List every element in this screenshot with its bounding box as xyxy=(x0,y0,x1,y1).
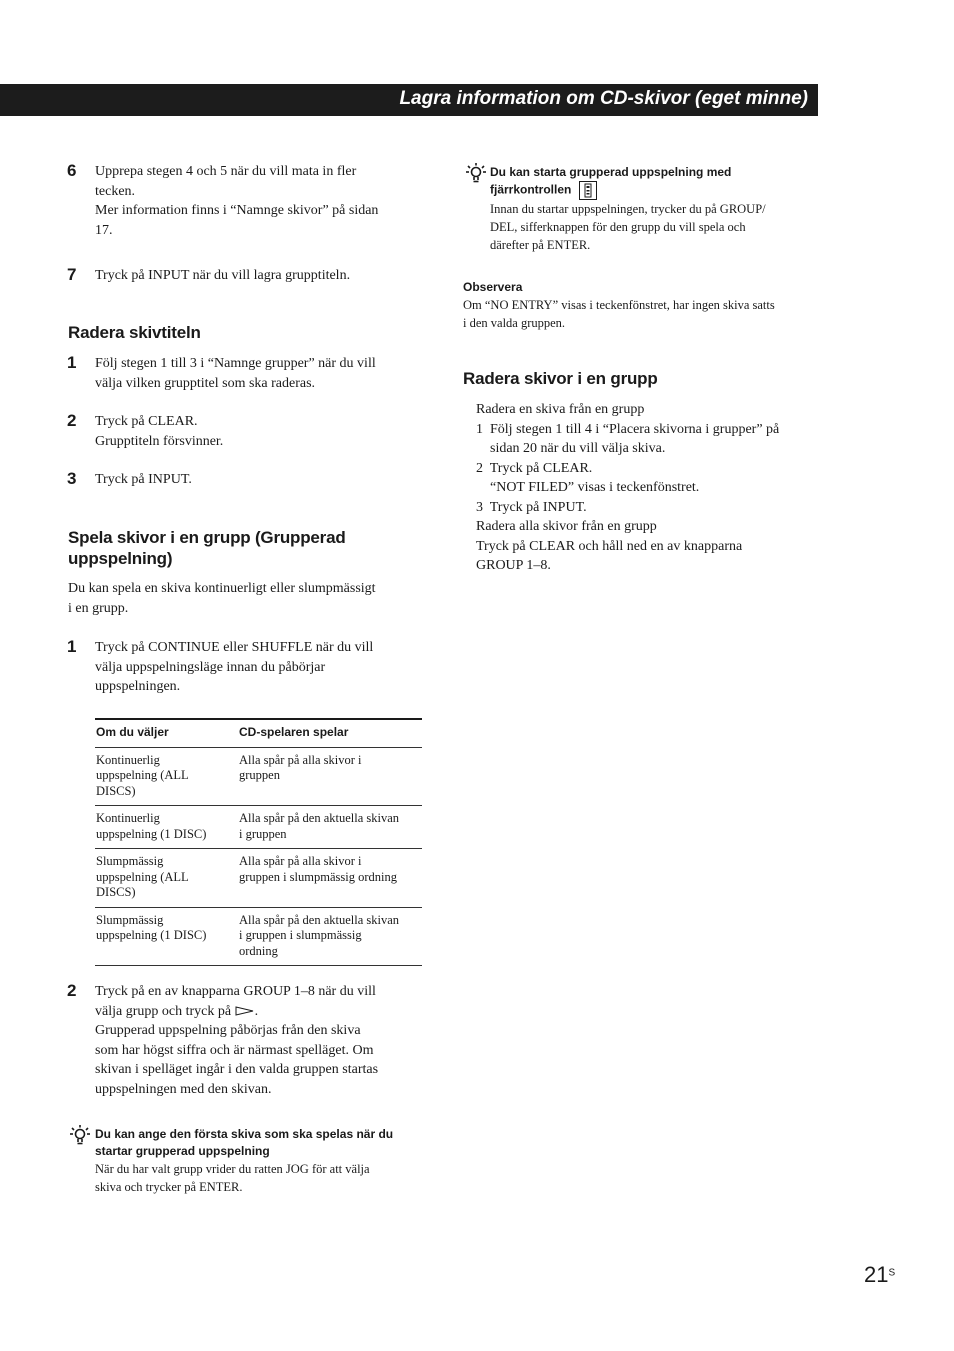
cell-line: Alla spår på den aktuella skivan xyxy=(239,811,400,825)
cell-line: i gruppen i slumpmässig xyxy=(239,928,362,942)
table-header-row xyxy=(95,720,422,747)
cell-line: uppspelning (ALL xyxy=(96,768,189,782)
mode-table xyxy=(95,718,422,966)
text-line xyxy=(490,181,820,200)
text-line: 17. xyxy=(95,222,113,238)
text-line: 2 Tryck på CLEAR. xyxy=(476,460,593,476)
text-line: sidan 20 när du vill välja skiva. xyxy=(490,441,666,456)
table-cell xyxy=(238,806,422,849)
table-cell xyxy=(238,849,422,908)
tip-title xyxy=(490,164,820,200)
text-line: “NOT FILED” visas i teckenfönstret. xyxy=(490,480,700,495)
heading-line: uppspelning) xyxy=(68,549,173,568)
step-text xyxy=(95,354,425,393)
cell-line: Kontinuerlig xyxy=(96,811,160,825)
step-text xyxy=(95,982,430,1099)
section-heading: Radera skivor i en grupp xyxy=(463,369,658,388)
table-cell xyxy=(95,849,238,908)
cell-line: Slumpmässig xyxy=(96,854,164,868)
text-line: Tryck på en av knapparna GROUP 1–8 när du vill xyxy=(95,984,376,999)
text-line: Innan du startar uppspelningen, trycker du på GROUP/ xyxy=(490,202,766,216)
step-number: 2 xyxy=(67,981,77,1000)
text-line: DEL, sifferknappen för den grupp du vill spela och xyxy=(490,220,746,234)
text-span: välja grupp och tryck på xyxy=(95,1003,232,1019)
table-cell xyxy=(95,806,238,849)
header-bar xyxy=(0,84,818,116)
text-line: Radera alla skivor från en grupp xyxy=(476,519,657,534)
cell-line: Alla spår på alla skivor i xyxy=(239,752,362,767)
page-suffix: S xyxy=(888,1267,896,1279)
tip-body xyxy=(95,1160,425,1196)
table-row xyxy=(95,907,422,966)
table-row xyxy=(95,747,422,806)
cell-line: Alla spår på alla skivor i xyxy=(239,854,362,868)
table-row xyxy=(95,806,422,849)
cell-line: ordning xyxy=(239,943,278,958)
text-line: Tryck på CLEAR och håll ned en av knapparna xyxy=(476,538,743,554)
table-cell xyxy=(95,747,238,806)
text-line: 3 Tryck på INPUT. xyxy=(476,499,587,515)
text-line: i en grupp. xyxy=(68,600,129,616)
step-text: Tryck på INPUT. xyxy=(95,472,192,487)
text-line: Följ stegen 1 till 3 i “Namnge grupper” när du vill xyxy=(95,356,376,371)
step-number: 3 xyxy=(67,469,77,488)
table-cell xyxy=(95,907,238,966)
intro-text xyxy=(68,579,428,618)
page-number-block xyxy=(864,1262,895,1288)
text-line: uppspelningen med den skivan. xyxy=(95,1081,272,1097)
section-heading xyxy=(68,527,428,569)
text-line: Du kan spela en skiva kontinuerligt eller slumpmässigt xyxy=(68,581,376,596)
step-text xyxy=(95,412,425,451)
section-body xyxy=(476,400,826,576)
text-line: Mer information finns i “Namnge skivor” på sidan xyxy=(95,203,379,218)
text-line: därefter på ENTER. xyxy=(490,238,591,252)
step-text xyxy=(95,162,425,240)
text-line: Du kan ange den första skiva som ska spelas när du xyxy=(95,1127,394,1141)
tip-title xyxy=(95,1126,425,1160)
remote-control-icon xyxy=(579,181,597,200)
cell-line: Slumpmässig xyxy=(96,912,164,927)
text-line: Grupptiteln försvinner. xyxy=(95,433,224,449)
text-line: uppspelningen. xyxy=(95,679,181,694)
text-line: Grupperad uppspelning påbörjas från den skiva xyxy=(95,1023,361,1038)
note-body xyxy=(463,296,823,332)
text-line: När du har valt grupp vrider du ratten JOG för att välja xyxy=(95,1162,370,1176)
text-span: fjärrkontrollen xyxy=(490,182,572,197)
tip-body xyxy=(490,200,820,254)
column-header: CD-spelaren spelar xyxy=(238,720,422,747)
text-span: . xyxy=(254,1003,259,1019)
note-box xyxy=(463,279,823,332)
text-line: skivan i spelläget ingår i den valda gruppen startas xyxy=(95,1062,379,1077)
text-line: Du kan starta grupperad uppspelning med xyxy=(490,165,732,179)
text-line: tecken. xyxy=(95,183,136,199)
table-cell xyxy=(238,747,422,806)
heading-line: Spela skivor i en grupp (Grupperad xyxy=(68,528,346,547)
cell-line: gruppen xyxy=(239,768,280,782)
step-number: 6 xyxy=(67,161,77,180)
step-number: 1 xyxy=(67,637,77,656)
text-line: Radera en skiva från en grupp xyxy=(476,402,645,417)
cell-line: DISCS) xyxy=(96,783,136,798)
text-line: som har högst siffra och är närmast spelläget. Om xyxy=(95,1042,374,1058)
cell-line: Kontinuerlig xyxy=(96,752,160,767)
note-title: Observera xyxy=(463,280,523,294)
cell-line: uppspelning (1 DISC) xyxy=(96,826,207,841)
step-text xyxy=(95,638,425,697)
step-number: 2 xyxy=(67,411,77,430)
step-number: 1 xyxy=(67,353,77,372)
text-line: Tryck på CLEAR. xyxy=(95,414,198,429)
lightbulb-icon xyxy=(465,162,487,184)
text-line: välja uppspelningsläge innan du påbörjar xyxy=(95,659,326,675)
text-line: Upprepa stegen 4 och 5 när du vill mata in fler xyxy=(95,164,357,179)
tip-box xyxy=(490,164,820,254)
text-line xyxy=(95,1002,430,1022)
cell-line: uppspelning (1 DISC) xyxy=(96,928,207,942)
cell-line: DISCS) xyxy=(96,885,136,899)
text-line: skiva och trycker på ENTER. xyxy=(95,1180,243,1194)
text-line: Tryck på CONTINUE eller SHUFFLE när du vill xyxy=(95,640,374,655)
cell-line: Alla spår på den aktuella skivan xyxy=(239,912,400,927)
page-number: 21 xyxy=(864,1262,889,1287)
step-text: Tryck på INPUT när du vill lagra grupptiteln. xyxy=(95,268,351,283)
lightbulb-icon xyxy=(69,1124,91,1146)
text-line: 1 Följ stegen 1 till 4 i “Placera skivorna i grupper” på xyxy=(476,421,780,437)
table-row xyxy=(95,849,422,908)
column-header: Om du väljer xyxy=(95,720,238,747)
play-icon xyxy=(235,1006,255,1016)
text-line: Om “NO ENTRY” visas i teckenfönstret, har ingen skiva satts xyxy=(463,298,775,312)
text-line: GROUP 1–8. xyxy=(476,558,551,573)
cell-line: uppspelning (ALL xyxy=(96,869,189,884)
step-number: 7 xyxy=(67,265,77,284)
text-line: startar grupperad uppspelning xyxy=(95,1144,270,1158)
text-line: välja vilken grupptitel som ska raderas. xyxy=(95,375,316,391)
cell-line: i gruppen xyxy=(239,826,287,841)
cell-line: gruppen i slumpmässig ordning xyxy=(239,869,397,884)
section-heading: Radera skivtiteln xyxy=(68,323,201,342)
page-title: Lagra information om CD-skivor (eget minne) xyxy=(399,88,808,109)
table-cell xyxy=(238,907,422,966)
tip-box xyxy=(95,1126,425,1196)
text-line: i den valda gruppen. xyxy=(463,316,566,330)
